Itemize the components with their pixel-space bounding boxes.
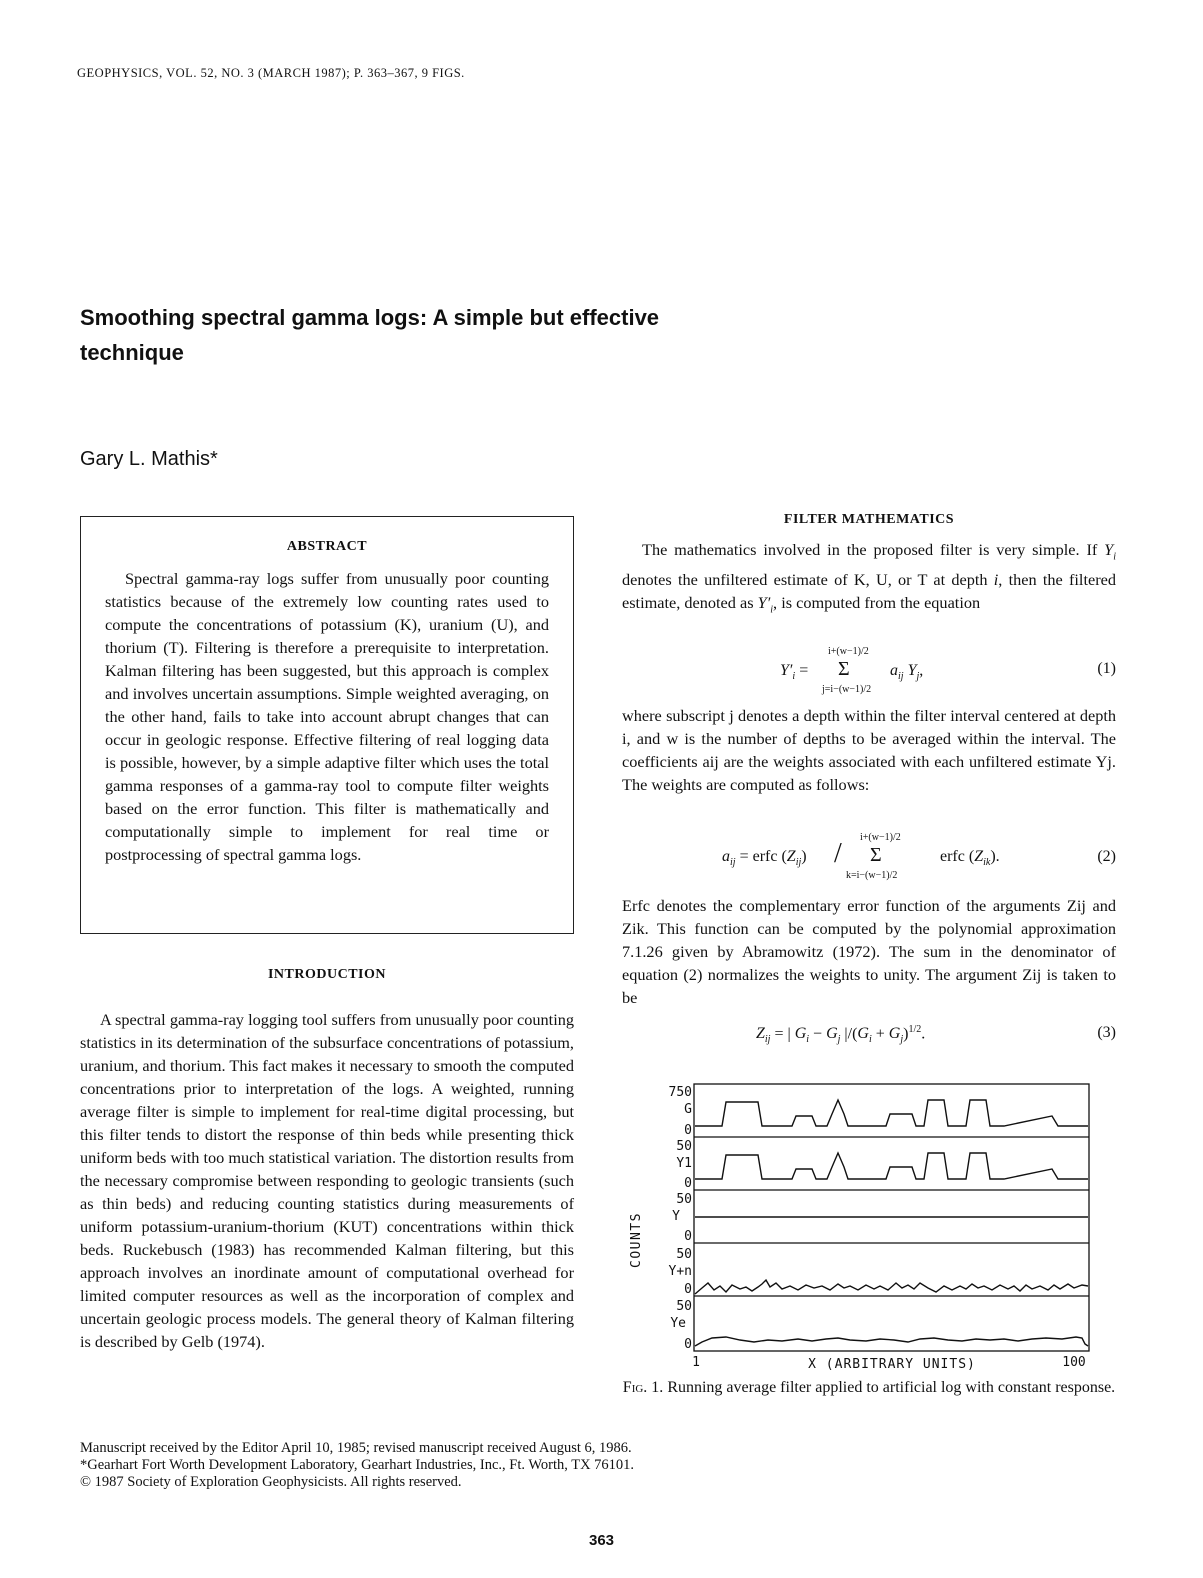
track-g-name: G	[684, 1102, 692, 1117]
filter-math-paragraph-3: Erfc denotes the complementary error function of the arguments Zij and Zik. This function can be computed by the polynomial approximation 7.1.26 given by Abramowitz (1972). The sum in the denominator of equation (2) normalizes the weights to unity. The argument Zij is taken to be	[622, 896, 1116, 1007]
track-y1-name: Y1	[676, 1156, 692, 1171]
page-number: 363	[588, 1532, 615, 1549]
introduction-heading: INTRODUCTION	[267, 967, 386, 982]
footnote-affiliation: *Gearhart Fort Worth Development Laboratory, Gearhart Industries, Inc., Ft. Worth, TX 76101.	[80, 1457, 635, 1473]
filter-math-paragraph-1: The mathematics involved in the proposed filter is very simple. If $Y_i$ denotes the unfiltered estimate of K, U, or T at depth i, then the filtered estimate, denoted as $Y'_i$, is computed from the equation	[622, 540, 1116, 616]
track-g-bottom-label: 0	[684, 1123, 692, 1138]
filter-math-paragraph-2: where subscript j denotes a depth within the filter interval centered at depth i, and w is the number of depths to be averaged within the interval. The coefficients aij are the weights associated with each unfiltered estimate Yj. The weights are computed as follows:	[622, 706, 1116, 794]
track-y-plus-n-bottom-label: 0	[684, 1282, 692, 1297]
track-g-curve	[695, 1100, 1088, 1126]
track-ye-name: Ye	[670, 1316, 686, 1331]
footnote-received: Manuscript received by the Editor April 10, 1985; revised manuscript received August 6, 1986.	[80, 1440, 632, 1456]
filter-math-heading: FILTER MATHEMATICS	[783, 512, 955, 527]
track-y-plus-n-name: Y+n	[668, 1264, 692, 1279]
track-y1-curve	[695, 1153, 1088, 1179]
track-y-bottom-label: 0	[684, 1229, 692, 1244]
author-name: Gary L. Mathis*	[80, 448, 218, 470]
equation-3-number: (3)	[1097, 1024, 1116, 1041]
track-y-plus-n-top-label: 50	[676, 1247, 692, 1262]
track-y-top-label: 50	[676, 1192, 692, 1207]
abstract-text: Spectral gamma-ray logs suffer from unusually poor counting statistics because of the extremely low counting rates used to compute the concentrations of potassium (K), uranium (U), and thorium (T). Filtering is therefore a prerequisite to interpretation. Kalman filtering has been suggested, but this approach is complex and involves uncertain assumptions. Simple weighted averaging, on the other hand, fails to take into account abrupt changes that can occur in geologic response. Effective filtering of real logging data is possible, however, by a simple adaptive filter which uses the total gamma responses of a gamma-ray tool to compute filter weights based on the error function. This filter is mathematically and computationally simple to implement for real time or postprocessing of spectral gamma logs.	[105, 569, 549, 864]
equation-1-number: (1)	[1097, 660, 1116, 677]
x-axis-label: X (ARBITRARY UNITS)	[808, 1357, 976, 1372]
track-ye-top-label: 50	[676, 1299, 692, 1314]
journal-header: GEOPHYSICS, VOL. 52, NO. 3 (MARCH 1987); P. 363–367, 9 FIGS.	[77, 66, 465, 80]
track-g-top-label: 750	[668, 1085, 692, 1100]
figure-1-caption	[622, 1378, 1116, 1398]
x-max-label: 100	[1062, 1355, 1086, 1370]
introduction-text: A spectral gamma-ray logging tool suffers from unusually poor counting statistics in its determination of the subsurface concentrations of potassium, uranium, and thorium. This fact makes it necessary to smooth the computed concentrations prior to interpretation of the logs. A weighted, running average filter is simple to implement for real-time digital processing, but this filter tends to distort the response of thin beds while presenting thick uniform beds with too much statistical variation. The distortion results from the necessary compromise between responding to geologic transients (such as thin beds) and reducing counting statistics during measurements of uniform potassium-uranium-thorium (KUT) concentrations within thick beds. Ruckebusch (1983) has recommended Kalman filtering, but this approach involves an inordinate amount of computational overhead for limited computer resources as well as the incorporation of complex and uncertain geologic process models. The general theory of Kalman filtering is described by Gelb (1974).	[80, 1010, 574, 1351]
abstract-box	[80, 516, 574, 934]
equation-2-number: (2)	[1097, 848, 1116, 865]
track-y-name: Y	[672, 1209, 680, 1224]
track-y1-top-label: 50	[676, 1139, 692, 1154]
track-ye-curve	[695, 1337, 1088, 1346]
figure-caption-text: Running average filter applied to artificial log with constant response.	[667, 1379, 1116, 1396]
figure-caption-label: Fig. 1.	[622, 1379, 664, 1396]
y-axis-label: COUNTS	[629, 1212, 644, 1268]
track-y1-bottom-label: 0	[684, 1176, 692, 1191]
figure-1-plot	[622, 1080, 1102, 1372]
footnotes	[80, 1440, 634, 1491]
track-y-plus-n-curve	[695, 1280, 1088, 1294]
track-ye-bottom-label: 0	[684, 1337, 692, 1352]
footnote-copyright: © 1987 Society of Exploration Geophysicists. All rights reserved.	[80, 1474, 462, 1490]
x-min-label: 1	[692, 1355, 700, 1370]
equation-3: $Z_{ij}$ = | $G_i - G_j$ $|/(G_i + G_j)^{1/2}$.	[756, 1024, 926, 1046]
article-title: Smoothing spectral gamma logs: A simple but effective technique	[80, 305, 660, 365]
abstract-heading: ABSTRACT	[286, 539, 368, 554]
